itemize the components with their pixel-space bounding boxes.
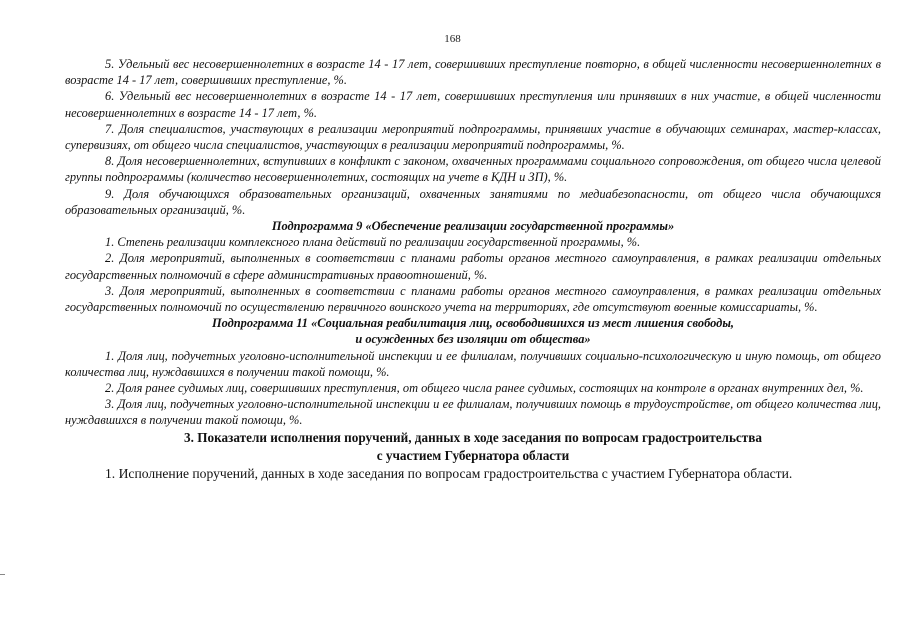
subprogram-11-heading-line1: Подпрограмма 11 «Социальная реабилитация лиц, освободившихся из мест лишения свободы,	[211, 316, 735, 331]
indicator-paragraph-8: 8. Доля несовершеннолетних, вступивших в конфликт с законом, охваченных программами социального сопровождения, от общего числа целевой группы подпрограммы (количество несовершеннолетних, состоящих на учете в КДН и ЗП), %.	[65, 154, 881, 185]
section-3-item-1: 1. Исполнение поручений, данных в ходе заседания по вопросам градостроительства с участием Губернатора области.	[105, 465, 793, 481]
subprogram-11-item-1: 1. Доля лиц, подучетных уголовно-исполнительной инспекции и ее филиалам, получивших социально-психологическую и иную помощь, от общего количества лиц, нуждавшихся в получении такой помощи, %.	[65, 348, 881, 379]
subprogram-11-item-3: 3. Доля лиц, подучетных уголовно-исполнительной инспекции и ее филиалам, получивших помощь в трудоустройстве, от общего количества лиц, нуждавшихся в получении такой помощи, %.	[65, 397, 881, 428]
document-body	[65, 56, 881, 483]
section-3-heading-line2: с участием Губернатора области	[376, 447, 570, 463]
subprogram-9-item-3: 3. Доля мероприятий, выполненных в соответствии с планами работы органов местного самоуправления, в рамках реализации отдельных государственных полномочий по осуществлению первичного воинского учета на территориях, где отсутствуют военные комиссариаты, %.	[65, 283, 881, 315]
indicator-paragraph-9: 9. Доля обучающихся образовательных организаций, охваченных занятиями по медиабезопасности, от общего числа обучающихся образовательных организаций, %.	[65, 186, 881, 217]
indicator-paragraph-5: 5. Удельный вес несовершеннолетних в возрасте 14 - 17 лет, совершивших преступление повторно, в общей численности несовершеннолетних в возрасте 14 - 17 лет, совершивших преступление, %.	[65, 57, 881, 88]
section-3-heading-line1: 3. Показатели исполнения поручений, данных в ходе заседания по вопросам градостроительства	[184, 429, 762, 445]
subprogram-9-item-1: 1. Степень реализации комплексного плана действий по реализации государственной программы, %.	[105, 235, 641, 250]
subprogram-11-heading-line2: и осужденных без изоляции от общества»	[355, 332, 591, 347]
page-number: 168	[444, 33, 461, 45]
subprogram-11-item-2: 2. Доля ранее судимых лиц, совершивших преступления, от общего числа ранее судимых, состоящих на контроле в органах внутренних дел, %.	[105, 381, 864, 396]
indicator-paragraph-6: 6. Удельный вес несовершеннолетних в возрасте 14 - 17 лет, совершивших преступления или принявших в них участие, в общей численности несовершеннолетних в возрасте 14 - 17 лет, %.	[65, 89, 881, 120]
margin-mark	[0, 574, 5, 575]
subprogram-9-item-2: 2. Доля мероприятий, выполненных в соответствии с планами работы органов местного самоуправления, в рамках реализации отдельных государственных полномочий в сфере административных правоотношений, %.	[65, 251, 881, 282]
indicator-paragraph-7: 7. Доля специалистов, участвующих в реализации мероприятий подпрограммы, принявших участие в обучающих семинарах, мастер-классах, супервизиях, от общего числа специалистов, участвующих в реализации мероприятий подпрограммы, %.	[65, 121, 881, 153]
subprogram-9-heading: Подпрограмма 9 «Обеспечение реализации государственной программы»	[271, 219, 675, 234]
